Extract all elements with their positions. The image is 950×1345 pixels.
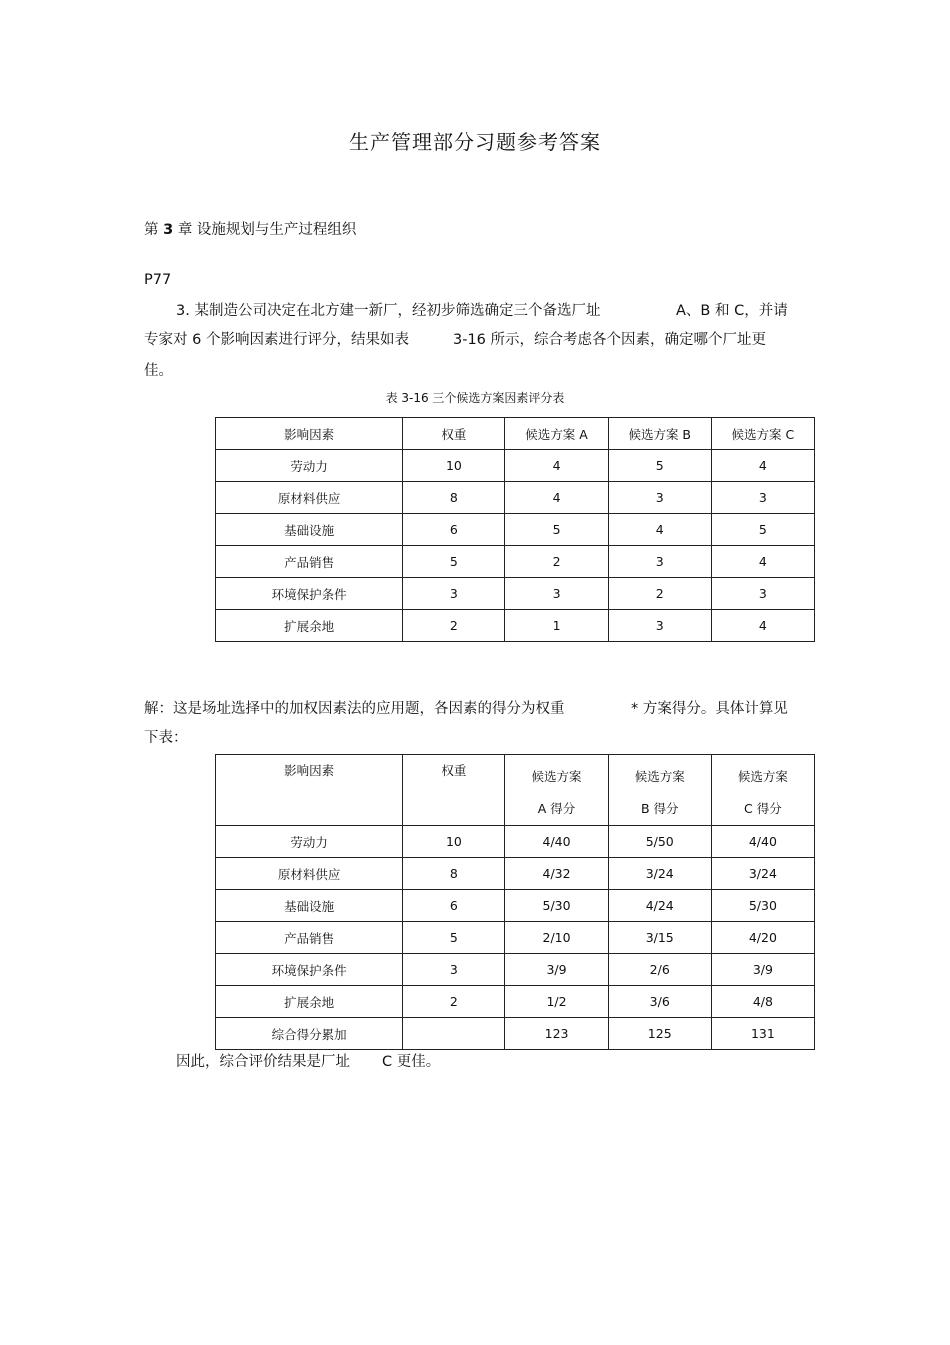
table-cell: 4 — [711, 610, 814, 642]
table-cell: 4/20 — [711, 922, 814, 954]
table-cell: 5 — [711, 514, 814, 546]
table-cell: 3 — [608, 546, 711, 578]
table-cell: 2/6 — [608, 954, 711, 986]
table-cell: 3/24 — [608, 858, 711, 890]
table-cell: 基础设施 — [216, 514, 403, 546]
header-line: C 得分 — [744, 801, 782, 816]
table-cell: 产品销售 — [216, 922, 403, 954]
table-cell: 3 — [711, 578, 814, 610]
chapter-prefix: 第 — [144, 222, 159, 238]
table-cell: 5/30 — [711, 890, 814, 922]
table-cell: 2 — [608, 578, 711, 610]
factor-score-table — [215, 417, 815, 642]
header-line: B 得分 — [640, 801, 679, 816]
table-row — [216, 922, 815, 954]
conclusion-a: 因此，综合评价结果是厂址 — [176, 1054, 350, 1070]
table-cell: 劳动力 — [216, 826, 403, 858]
table-cell: 原材料供应 — [216, 858, 403, 890]
chapter-number: 3 — [163, 222, 174, 238]
question-line-1a: 3. 某制造公司决定在北方建一新厂，经初步筛选确定三个备选厂址 — [176, 303, 601, 319]
table-row — [216, 826, 815, 858]
table-row — [216, 546, 815, 578]
table-cell: 5 — [608, 450, 711, 482]
table-row — [216, 954, 815, 986]
table-row — [216, 578, 815, 610]
table-cell: 4 — [711, 450, 814, 482]
table-cell: 5/30 — [505, 890, 608, 922]
table-total-row — [216, 1018, 815, 1050]
table-header-row — [216, 418, 815, 450]
table-cell: 3 — [403, 578, 505, 610]
page-title: 生产管理部分习题参考答案 — [349, 130, 601, 154]
table-cell: 环境保护条件 — [216, 954, 403, 986]
table-row — [216, 890, 815, 922]
header-line: A 得分 — [537, 801, 576, 816]
table-cell: 4/40 — [505, 826, 608, 858]
table-cell: 扩展余地 — [216, 610, 403, 642]
table-cell: 2 — [505, 546, 608, 578]
header-cell — [711, 755, 814, 826]
question-line-3: 佳。 — [144, 363, 173, 379]
table-cell: 4/40 — [711, 826, 814, 858]
chapter-heading — [144, 218, 356, 239]
table-cell: 131 — [711, 1018, 814, 1050]
table-cell: 4 — [505, 450, 608, 482]
solution-line-1a: 解：这是场址选择中的加权因素法的应用题，各因素的得分为权重 — [144, 701, 565, 717]
header-cell — [505, 755, 608, 826]
table-cell: 5 — [403, 922, 505, 954]
table-cell: 5/50 — [608, 826, 711, 858]
table-cell: 5 — [403, 546, 505, 578]
table-cell: 4 — [505, 482, 608, 514]
table-cell: 5 — [505, 514, 608, 546]
table-cell — [403, 1018, 505, 1050]
table-cell: 3/6 — [608, 986, 711, 1018]
table-cell: 8 — [403, 858, 505, 890]
question-line-2a: 专家对 6 个影响因素进行评分，结果如表 — [144, 332, 409, 348]
table-cell: 10 — [403, 826, 505, 858]
table-cell: 2 — [403, 610, 505, 642]
solution-line-2: 下表： — [144, 730, 188, 746]
table-cell: 3 — [608, 610, 711, 642]
table-cell: 6 — [403, 514, 505, 546]
conclusion-b: C 更佳。 — [382, 1054, 441, 1070]
table-cell: 扩展余地 — [216, 986, 403, 1018]
table-cell: 环境保护条件 — [216, 578, 403, 610]
header-cell: 影响因素 — [216, 755, 403, 826]
weighted-score-table — [215, 754, 815, 1050]
table-cell: 4/8 — [711, 986, 814, 1018]
table-row — [216, 858, 815, 890]
table-cell: 劳动力 — [216, 450, 403, 482]
table-cell: 2 — [403, 986, 505, 1018]
table-cell: 3/9 — [505, 954, 608, 986]
header-cell: 候选方案 C — [711, 418, 814, 450]
table-cell: 产品销售 — [216, 546, 403, 578]
table-cell: 3 — [505, 578, 608, 610]
header-cell: 候选方案 A — [505, 418, 608, 450]
table-cell: 1 — [505, 610, 608, 642]
table-cell: 原材料供应 — [216, 482, 403, 514]
table-cell: 4 — [711, 546, 814, 578]
table-cell: 3/24 — [711, 858, 814, 890]
header-cell: 权重 — [403, 755, 505, 826]
table-row — [216, 610, 815, 642]
table-cell: 基础设施 — [216, 890, 403, 922]
table-row — [216, 986, 815, 1018]
question-line-2b: 3-16 所示，综合考虑各个因素，确定哪个厂址更 — [453, 332, 767, 348]
table-row — [216, 482, 815, 514]
table-cell: 8 — [403, 482, 505, 514]
table-row — [216, 450, 815, 482]
header-line: 候选方案 — [634, 769, 685, 784]
question-line-1b: A、B 和 C，并请 — [676, 303, 788, 319]
table-cell: 1/2 — [505, 986, 608, 1018]
table-cell: 3 — [711, 482, 814, 514]
table-cell: 3 — [608, 482, 711, 514]
table-cell: 3/9 — [711, 954, 814, 986]
chapter-title: 章 设施规划与生产过程组织 — [177, 222, 357, 238]
table-cell: 123 — [505, 1018, 608, 1050]
table-cell: 10 — [403, 450, 505, 482]
table-row — [216, 514, 815, 546]
table-cell: 4 — [608, 514, 711, 546]
table-cell: 6 — [403, 890, 505, 922]
table-cell: 3/15 — [608, 922, 711, 954]
header-cell: 权重 — [403, 418, 505, 450]
table-cell: 综合得分累加 — [216, 1018, 403, 1050]
table-cell: 4/32 — [505, 858, 608, 890]
header-line: 候选方案 — [531, 769, 582, 784]
table-cell: 4/24 — [608, 890, 711, 922]
solution-line-1b: * 方案得分。具体计算见 — [631, 701, 788, 717]
page-reference: P77 — [144, 272, 172, 288]
header-cell — [608, 755, 711, 826]
header-line: 候选方案 — [737, 769, 788, 784]
table-cell: 2/10 — [505, 922, 608, 954]
table-cell: 3 — [403, 954, 505, 986]
table-header-row — [216, 755, 815, 826]
table1-caption: 表 3-16 三个候选方案因素评分表 — [385, 391, 565, 405]
table-cell: 125 — [608, 1018, 711, 1050]
header-cell: 影响因素 — [216, 418, 403, 450]
header-cell: 候选方案 B — [608, 418, 711, 450]
